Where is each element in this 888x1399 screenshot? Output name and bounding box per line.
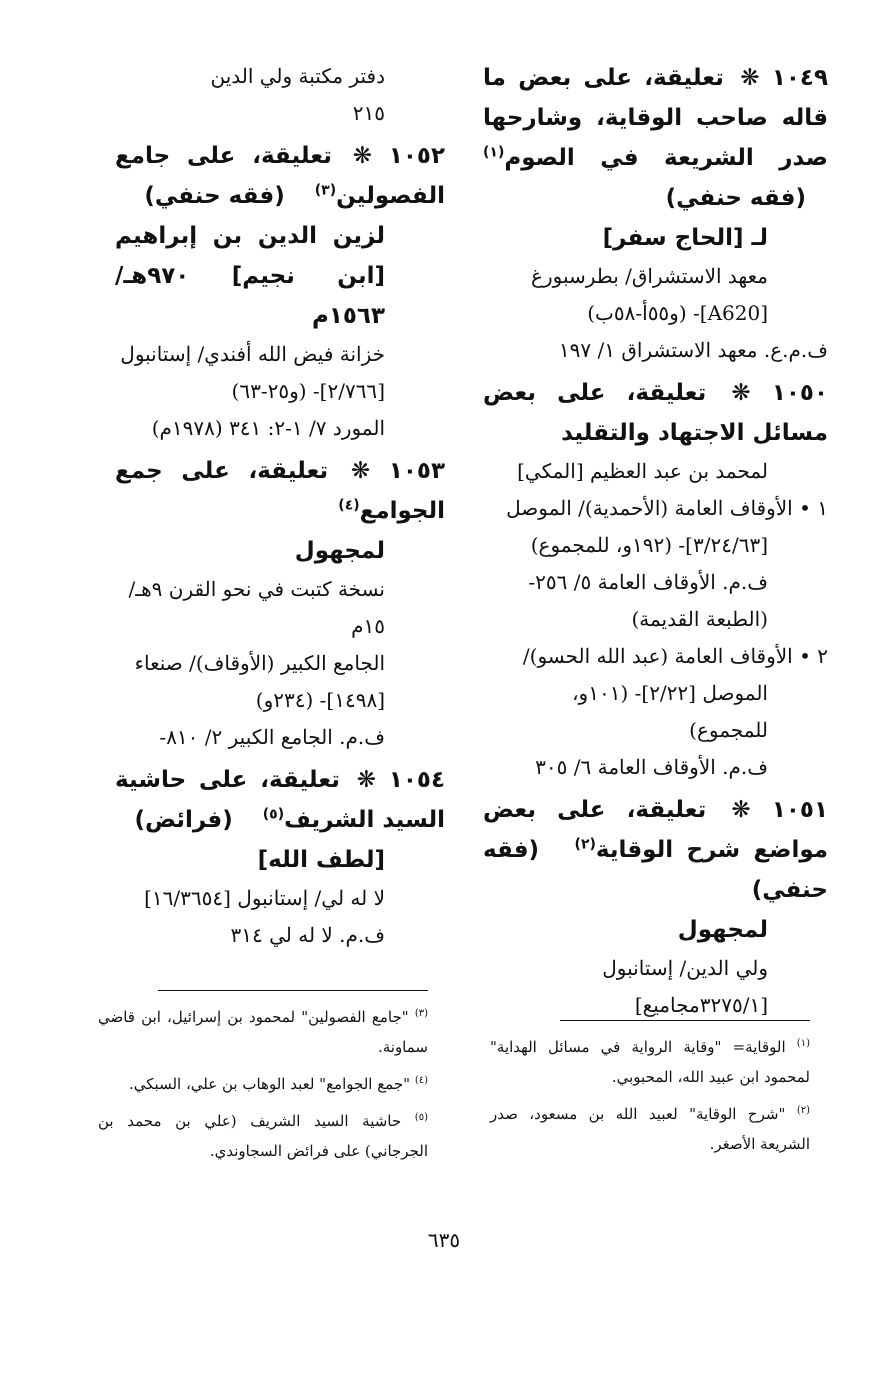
footnote-text: "شرح الوقاية" لعبيد الله بن مسعود، صدر الشريعة الأصغر. <box>490 1105 810 1153</box>
entry-line: دفتر مكتبة ولي الدين <box>210 64 385 88</box>
entry-number: ١٠٥٢ ❋ <box>352 143 446 169</box>
entry-1051 <box>483 790 828 1024</box>
footnote-ref: (٣) <box>314 182 337 199</box>
footnote-ref: (٥) <box>262 806 285 823</box>
entry-line: الموصل [٢/٢٢]- (١٠١و، <box>572 681 768 705</box>
entry-line: المورد ٧/ ١-٢: ٣٤١ (١٩٧٨م) <box>151 416 385 440</box>
entry-heading <box>115 760 445 840</box>
entry-author: لمجهول <box>294 538 385 564</box>
entry-line: خزانة فيض الله أفندي/ إستانبول <box>120 342 385 366</box>
entry-line: ف.م. الأوقاف العامة ٥/ ٢٥٦- <box>528 570 768 594</box>
entry-number: ١٠٥٣ ❋ <box>350 458 445 484</box>
entry-line: [١٤٩٨]- (٢٣٤و) <box>255 688 385 712</box>
footnote-2 <box>490 1096 810 1159</box>
entry-heading <box>483 790 828 910</box>
footnotes-right <box>490 1020 810 1163</box>
entry-category: (فرائض) <box>134 807 233 833</box>
footnote-mark: (٤) <box>414 1075 428 1086</box>
entry-author: لمجهول <box>677 917 768 943</box>
footnote-text: "جمع الجوامع" لعبد الوهاب بن علي، السبكي. <box>128 1075 411 1093</box>
entry-continuation <box>115 58 445 132</box>
entry-number: ١٠٥٠ ❋ <box>731 380 828 406</box>
entry-line: ٢١٥ <box>352 101 385 125</box>
entry-line: لمحمد بن عبد العظيم [المكي] <box>517 459 768 483</box>
footnote-mark: (٣) <box>414 1008 428 1019</box>
footnote-mark: (٢) <box>796 1105 810 1116</box>
footnote-divider <box>158 990 428 991</box>
footnote-4 <box>98 1066 428 1099</box>
footnote-divider <box>560 1020 810 1021</box>
footnotes-left <box>98 990 428 1170</box>
entry-line: [A620]- (و٥٥أ-٥٨ب) <box>587 301 768 325</box>
entry-line: ولي الدين/ إستانبول <box>602 956 768 980</box>
entry-title: تعليقة، على بعض مواضع شرح الوقاية <box>483 797 828 863</box>
entry-number: ١٠٤٩ ❋ <box>740 65 828 91</box>
entry-heading <box>115 136 445 216</box>
footnote-text: حاشية السيد الشريف (علي بن محمد بن الجرجاني) على فرائض السجاوندي. <box>98 1112 428 1160</box>
footnote-ref: (١) <box>483 144 505 161</box>
entry-1052 <box>115 136 445 447</box>
entry-line: ف.م.ع. معهد الاستشراق ١/ ١٩٧ <box>558 338 828 362</box>
entry-line: ١ • الأوقاف العامة (الأحمدية)/ الموصل <box>506 496 828 520</box>
page-number: ٦٣٥ <box>427 1228 461 1252</box>
entry-1053 <box>115 451 445 756</box>
entry-title: تعليقة، على جامع الفصولين <box>115 143 445 209</box>
entry-line: للمجموع) <box>689 718 768 742</box>
entry-title: تعليقة، على بعض مسائل الاجتهاد والتقليد <box>483 380 828 446</box>
entry-category: (فقه حنفي) <box>483 837 828 903</box>
footnote-text: الوقاية= "وقاية الرواية في مسائل الهداية" لمحمود ابن عبيد الله، المحبوبي. <box>490 1038 810 1086</box>
entry-line: ف.م. لا له لي ٣١٤ <box>230 923 385 947</box>
entry-title: تعليقة، على حاشية السيد الشريف <box>115 767 445 833</box>
entry-heading <box>483 58 828 218</box>
entry-title: تعليقة، على بعض ما قاله صاحب الوقاية، وشارحها صدر الشريعة في الصوم <box>483 65 828 171</box>
footnote-5 <box>98 1103 428 1166</box>
entry-line: نسخة كتبت في نحو القرن ٩هـ/ <box>128 577 385 601</box>
entry-author: [لطف الله] <box>257 847 385 873</box>
footnote-mark: (١) <box>796 1038 810 1049</box>
entry-line: ف.م. الأوقاف العامة ٦/ ٣٠٥ <box>535 755 768 779</box>
entry-line: ١٥م <box>351 614 385 638</box>
entry-category: (فقه حنفي) <box>665 185 806 211</box>
footnote-3 <box>98 999 428 1062</box>
entry-line: [٣٢٧٥/١مجاميع] <box>634 993 768 1017</box>
entry-category: (فقه حنفي) <box>144 183 285 209</box>
entry-line: ف.م. الجامع الكبير ٢/ ٨١٠- <box>159 725 385 749</box>
entry-line: معهد الاستشراق/ بطرسبورغ <box>531 264 768 288</box>
footnote-ref: (٢) <box>574 836 596 853</box>
entry-heading <box>115 451 445 531</box>
entry-line: [٣/٢٤/٦٣]- (١٩٢و، للمجموع) <box>530 533 768 557</box>
left-column <box>115 58 445 958</box>
entry-line: لا له لي/ إستانبول [١٦/٣٦٥٤] <box>144 886 385 910</box>
entry-author: لـ [الحاج سفر] <box>602 225 768 251</box>
footnote-1 <box>490 1029 810 1092</box>
right-column <box>483 58 828 1028</box>
entry-heading <box>483 373 828 453</box>
entry-1049 <box>483 58 828 369</box>
footnote-text: "جامع الفصولين" لمحمود بن إسرائيل، ابن قاضي سماونة. <box>98 1008 428 1056</box>
entry-1050 <box>483 373 828 786</box>
entry-line: ٢ • الأوقاف العامة (عبد الله الحسو)/ <box>522 644 828 668</box>
entry-number: ١٠٥٤ ❋ <box>356 767 446 793</box>
entry-author: لزين الدين بن إبراهيم [ابن نجيم] ٩٧٠هـ/ ١٥٦٣م <box>115 223 385 329</box>
entry-line: (الطبعة القديمة) <box>631 607 768 631</box>
entry-title: تعليقة، على جمع الجوامع <box>115 458 445 524</box>
entry-line: [٢/٧٦٦]- (و٢٥-٦٣) <box>231 379 385 403</box>
footnote-mark: (٥) <box>414 1112 428 1123</box>
entry-1054 <box>115 760 445 954</box>
footnote-ref: (٤) <box>338 497 360 514</box>
entry-number: ١٠٥١ ❋ <box>731 797 828 823</box>
entry-line: الجامع الكبير (الأوقاف)/ صنعاء <box>134 651 385 675</box>
